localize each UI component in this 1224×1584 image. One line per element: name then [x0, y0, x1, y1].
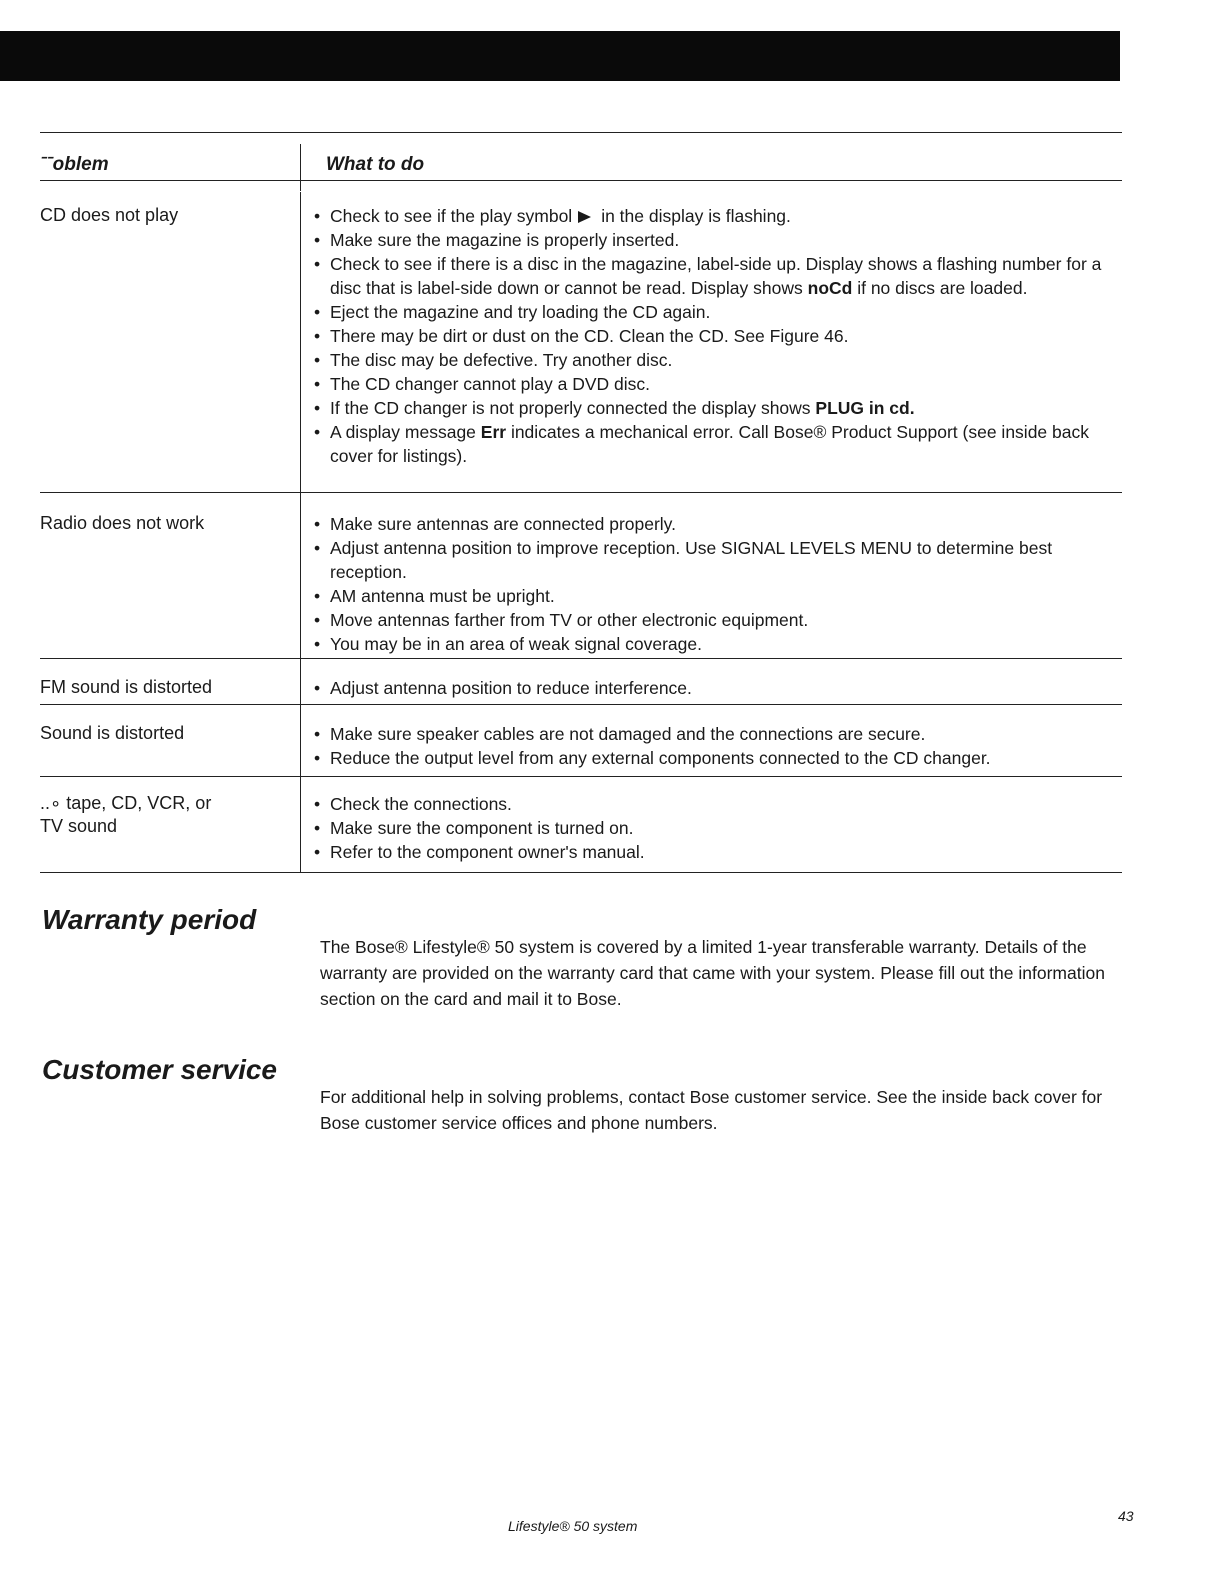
header-bar [0, 31, 1120, 81]
warranty-body: The Bose® Lifestyle® 50 system is covered by a limited 1-year transferable warranty. Details of the warranty are provided on the warranty card that came with your system. Please fill out the information section on the card and mail it to Bose. [320, 937, 1105, 1009]
row-rule [40, 658, 1122, 659]
problem-cell: ..∘ tape, CD, VCR, or TV sound [40, 793, 212, 836]
list-item: • A display message Err indicates a mechanical error. Call Bose® Product Support (see inside back cover for listings). [312, 420, 1122, 468]
list-item: • Make sure antennas are connected properly. [312, 512, 1122, 536]
list-item: • Adjust antenna position to reduce interference. [312, 676, 1122, 700]
header-rule [40, 180, 1122, 181]
solution-list [312, 204, 1122, 468]
list-item: • Adjust antenna position to improve reception. Use SIGNAL LEVELS MENU to determine best reception. [312, 536, 1122, 584]
list-item: • Make sure the component is turned on. [312, 816, 1122, 840]
problem-cell: Sound is distorted [40, 723, 185, 743]
customer-service-heading: Customer service [42, 1054, 278, 1085]
play-icon [578, 211, 591, 223]
column-divider [300, 658, 301, 704]
list-item: • The CD changer cannot play a DVD disc. [312, 372, 1122, 396]
list-item: • Make sure the magazine is properly inserted. [312, 228, 1122, 252]
list-item: • Move antennas farther from TV or other electronic equipment. [312, 608, 1122, 632]
list-item: • Reduce the output level from any external components connected to the CD changer. [312, 746, 1122, 770]
list-item: • Check to see if the play symbol in the display is flashing. [312, 204, 1122, 228]
list-item: • Refer to the component owner's manual. [312, 840, 1122, 864]
solution-list [312, 512, 1122, 656]
header-problem: ˉˉoblem [40, 154, 109, 175]
row-rule [40, 492, 1122, 493]
page-number: 43 [1118, 1508, 1134, 1524]
header-what-to-do: What to do [326, 154, 425, 175]
table-bottom-rule [40, 872, 1122, 873]
problem-cell: FM sound is distorted [40, 677, 213, 697]
column-divider [300, 502, 301, 658]
column-divider [300, 144, 301, 191]
row-rule [40, 704, 1122, 705]
list-item: • Check to see if there is a disc in the magazine, label-side up. Display shows a flashing number for a disc that is label-side down or cannot be read. Display shows noCd if no discs are loaded. [312, 252, 1122, 300]
column-divider [300, 704, 301, 776]
list-item: • There may be dirt or dust on the CD. Clean the CD. See Figure 46. [312, 324, 1122, 348]
list-item: • You may be in an area of weak signal coverage. [312, 632, 1122, 656]
list-item: • Make sure speaker cables are not damaged and the connections are secure. [312, 722, 1122, 746]
list-item: • AM antenna must be upright. [312, 584, 1122, 608]
column-divider [300, 776, 301, 872]
warranty-heading: Warranty period [42, 904, 257, 935]
list-item: • Eject the magazine and try loading the CD again. [312, 300, 1122, 324]
problem-cell: Radio does not work [40, 513, 205, 533]
customer-service-body: For additional help in solving problems, contact Bose customer service. See the inside back cover for Bose customer service offices and phone numbers. [320, 1087, 1103, 1133]
footer-title: Lifestyle® 50 system [508, 1518, 638, 1534]
solution-list [312, 676, 1122, 700]
solution-list [312, 792, 1122, 864]
list-item: • Check the connections. [312, 792, 1122, 816]
list-item: • If the CD changer is not properly connected the display shows PLUG in cd. [312, 396, 1122, 420]
list-item: • The disc may be defective. Try another disc. [312, 348, 1122, 372]
solution-list [312, 722, 1122, 770]
problem-cell: CD does not play [40, 205, 179, 225]
table-top-rule [40, 132, 1122, 133]
row-rule [40, 776, 1122, 777]
column-divider [300, 192, 301, 502]
